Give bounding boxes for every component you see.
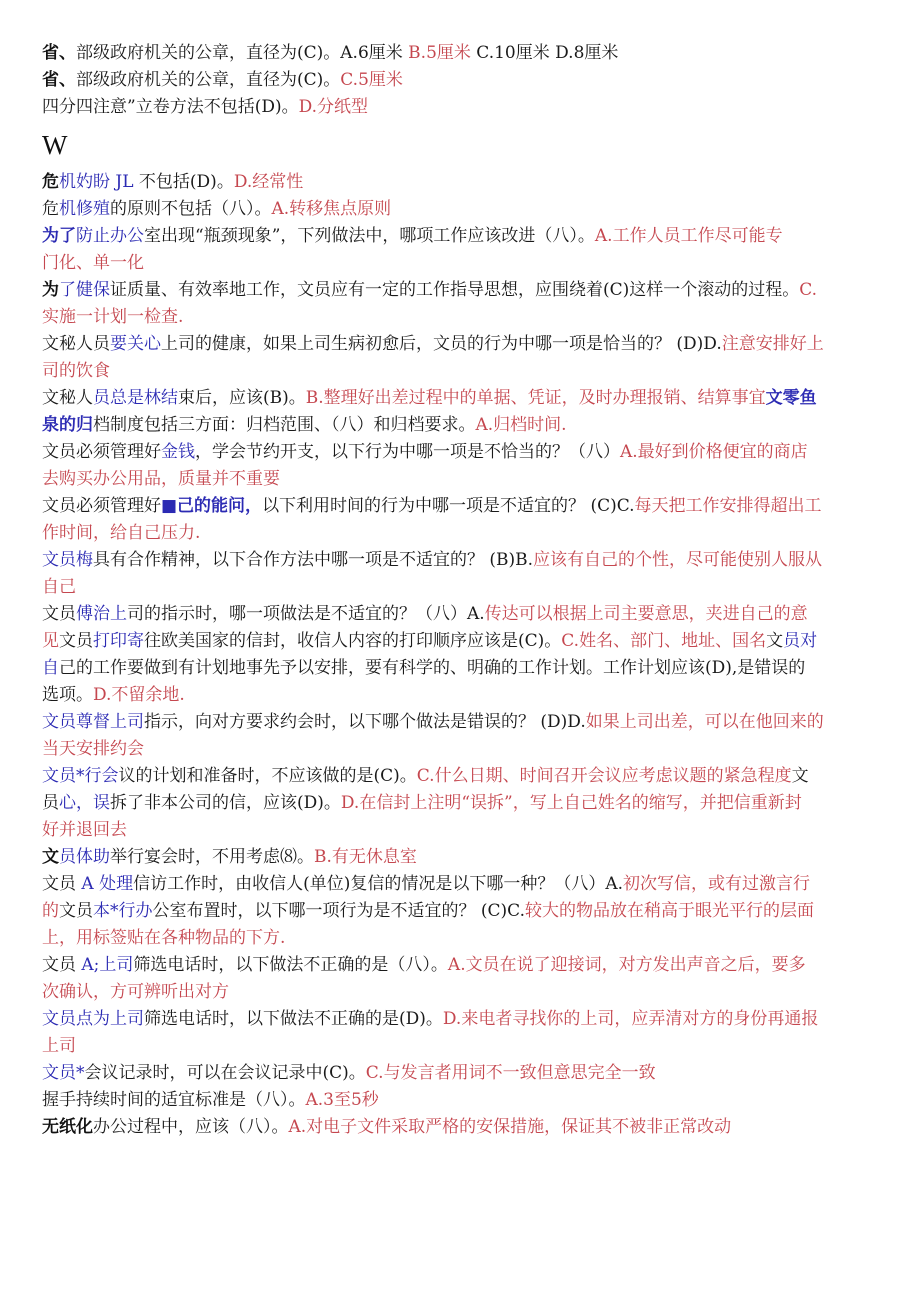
text-line (42, 979, 880, 1006)
answer-text: D.不留余地. (93, 685, 185, 705)
text-segment: 员 (42, 793, 59, 813)
text-line (42, 871, 880, 898)
text-line (42, 925, 880, 952)
document-body (42, 40, 880, 1141)
text-line (42, 67, 880, 94)
text-segment: 文 (42, 847, 59, 867)
answer-text: 如果上司出差，可以在他回来的 (585, 712, 824, 732)
text-segment: 四分四注意”立卷方法不包括(D)。 (42, 97, 299, 117)
text-segment: 无纸化 (42, 1117, 93, 1137)
text-line (42, 250, 880, 277)
answer-text: 司的饮食 (42, 361, 110, 381)
text-line (42, 94, 880, 121)
text-segment: 议的计划和准备时，不应该做的是(C)。 (118, 766, 417, 786)
text-segment: 上司的健康，如果上司生病初愈后，文员的行为中哪一项是恰当的？ (D)D. (161, 334, 722, 354)
text-segment: 的原则不包括（八）。 (110, 199, 272, 219)
text-segment: 文员*行会 (42, 766, 119, 786)
answer-text: 自己 (42, 577, 76, 597)
answer-text: B.整理好出差过程中的单据、凭证，及时办理报销、结算事宜 (305, 388, 766, 408)
text-segment: 文秘人员 (42, 334, 110, 354)
text-segment: ，学会节约开支，以下行为中哪一项是不恰当的？（八） (195, 442, 620, 462)
text-segment: 文员 (42, 874, 82, 894)
text-segment: 金钱 (161, 442, 195, 462)
answer-text: C. (799, 280, 818, 300)
text-segment: 以下利用时间的行为中哪一项是不适宜的？ (C)C. (262, 496, 635, 516)
text-segment: 文员梅 (42, 550, 93, 570)
answer-text: 好并退回去 (42, 820, 127, 840)
text-line (42, 358, 880, 385)
text-segment: C.10厘米 D.8厘米 (470, 43, 619, 63)
text-segment: 办公过程中，应该（八）。 (93, 1117, 289, 1137)
text-segment: 文 (766, 631, 784, 651)
answer-text: 次确认，方可辨听出对方 (42, 982, 229, 1002)
text-segment: 省、 (42, 43, 76, 63)
text-line (42, 466, 880, 493)
text-segment: 危 (42, 199, 59, 219)
text-segment: 公室布置时，以下哪一项行为是不适宜的？ (C)C. (152, 901, 525, 921)
text-line (42, 574, 880, 601)
text-segment: 文员 (42, 604, 76, 624)
answer-text: A.3至5秒 (305, 1090, 379, 1110)
answer-text: 上，用标签贴在各种物品的下方. (42, 928, 286, 948)
answer-text: 当天安排约会 (42, 739, 144, 759)
text-line (42, 520, 880, 547)
text-segment: 为了 (42, 226, 76, 246)
text-segment: 自 (42, 658, 59, 678)
text-segment: 会议记录时，可以在会议记录中(C)。 (84, 1063, 366, 1083)
text-line (42, 277, 880, 304)
text-segment: 筛选电话时，以下做法不正确的是(D)。 (144, 1009, 443, 1029)
answer-text: 实施一计划一检查. (42, 307, 184, 327)
text-line (42, 1033, 880, 1060)
text-line (42, 655, 880, 682)
answer-text: B.有无休息室 (314, 847, 417, 867)
answer-text: B.5厘米 (408, 43, 471, 63)
text-line (42, 736, 880, 763)
text-line (42, 493, 880, 520)
answer-text: 门化、单一化 (42, 253, 144, 273)
text-line (42, 817, 880, 844)
text-segment: 举行宴会时，不用考虑⑻。 (110, 847, 314, 867)
text-segment: 文员尊督上司 (42, 712, 144, 732)
text-segment: 机修殖 (59, 199, 110, 219)
text-segment: 省、 (42, 70, 76, 90)
text-line (42, 682, 880, 709)
text-line (42, 709, 880, 736)
text-segment: ■己的能问， (161, 496, 263, 516)
text-line (42, 223, 880, 250)
answer-text: C.与发言者用词不一致但意思完全一致 (365, 1063, 656, 1083)
answer-text: 应该有自己的个性，尽可能使别人服从 (533, 550, 823, 570)
section-letter: W (42, 130, 68, 160)
text-segment: 拆了非本公司的信，应该(D)。 (110, 793, 341, 813)
text-segment: 己的工作要做到有计划地事先予以安排，要有科学的、明确的工作计划。工作计划应该(D),是错误的 (59, 658, 806, 678)
text-line (42, 1087, 880, 1114)
text-line (42, 412, 880, 439)
text-segment: 指示，向对方要求约会时，以下哪个做法是错误的？ (D)D. (144, 712, 586, 732)
text-line (42, 439, 880, 466)
text-segment: 档制度包括三方面：归档范围、（八）和归档要求。 (93, 415, 476, 435)
text-line (42, 952, 880, 979)
text-line (42, 898, 880, 925)
answer-text: D.经常性 (233, 172, 304, 192)
text-line (42, 331, 880, 358)
text-line (42, 763, 880, 790)
text-segment: 员体助 (59, 847, 110, 867)
text-line (42, 547, 880, 574)
text-segment: 本*行办 (93, 901, 153, 921)
answer-text: A.转移焦点原则 (271, 199, 392, 219)
text-segment: A 处理 (81, 874, 134, 894)
text-segment: A;上司 (81, 955, 134, 975)
text-segment: 室出现“瓶颈现象”，下列做法中，哪项工作应该改进（八）。 (144, 226, 595, 246)
text-line (42, 1006, 880, 1033)
answer-text: 传达可以根据上司主要意思，夹进自己的意 (484, 604, 808, 624)
text-segment: 文员必须管理好 (42, 442, 161, 462)
text-line (42, 40, 880, 67)
answer-text: 上司 (42, 1036, 76, 1056)
text-line (42, 196, 880, 223)
text-segment: 部级政府机关的公章，直径为(C)。 (76, 70, 341, 90)
answer-text: D.来电者寻找你的上司，应弄清对方的身份再通报 (442, 1009, 819, 1029)
text-segment: 机妁盼 JL (59, 172, 134, 192)
text-segment: 傅治上 (76, 604, 127, 624)
text-line (42, 385, 880, 412)
answer-text: A.最好到价格便宜的商店 (620, 442, 808, 462)
text-segment: 具有合作精神，以下合作方法中哪一项是不适宜的？ (B)B. (93, 550, 534, 570)
text-segment: 文员* (42, 1063, 85, 1083)
text-segment: 文员 (59, 901, 93, 921)
text-segment: 证质量、有效率地工作，文员应有一定的工作指导思想，应围绕着(C)这样一个滚动的过程。 (110, 280, 800, 300)
answer-text: 初次写信，或有过激言行 (623, 874, 811, 894)
text-line (42, 1114, 880, 1141)
text-segment: 危 (42, 172, 59, 192)
answer-text: C.什么日期、时间召开会议应考虑议题的紧急程度 (416, 766, 792, 786)
text-segment: 文零鱼 (765, 388, 817, 408)
text-segment: 信访工作时，由收信人(单位)复信的情况是以下哪一种？（八）A. (133, 874, 624, 894)
answer-text: A.归档时间. (475, 415, 567, 435)
text-segment: 握手持续时间的适宜标准是（八）。 (42, 1090, 306, 1110)
text-line (42, 1060, 880, 1087)
text-segment: 司的指示时，哪一项做法是不适宜的？（八）A. (127, 604, 485, 624)
answer-text: 的 (42, 901, 59, 921)
answer-text: D.在信封上注明“误拆”，写上自己姓名的缩写，并把信重新封 (340, 793, 802, 813)
text-segment: 文员必须管理好 (42, 496, 161, 516)
text-segment: 员对 (783, 631, 818, 651)
answer-text: C.姓名、部门、地址、国名 (561, 631, 767, 651)
text-segment: 文秘人 (42, 388, 93, 408)
answer-text: C.5厘米 (340, 70, 403, 90)
text-line (42, 790, 880, 817)
text-segment: 部级政府机关的公章，直径为(C)。A.6厘米 (76, 43, 409, 63)
text-line (42, 844, 880, 871)
text-segment: 文员 (59, 631, 93, 651)
text-segment: 文员点为上司 (42, 1009, 144, 1029)
answer-text: D.分纸型 (298, 97, 369, 117)
answer-text: 见 (42, 631, 59, 651)
text-segment: 筛选电话时，以下做法不正确的是（八）。 (133, 955, 448, 975)
text-segment: 文员 (42, 955, 82, 975)
text-segment: 了健保 (59, 280, 110, 300)
text-segment: 为 (42, 280, 59, 300)
answer-text: A.工作人员工作尽可能专 (594, 226, 783, 246)
answer-text: A.文员在说了迎接词，对方发出声音之后，要多 (447, 955, 806, 975)
text-segment: 泉的归 (42, 415, 93, 435)
answer-text: 每天把工作安排得超出工 (634, 496, 822, 516)
text-segment: 心，误 (59, 793, 110, 813)
answer-text: 注意安排好上 (721, 334, 824, 354)
text-segment: 束后，应该(B)。 (178, 388, 306, 408)
answer-text: 较大的物品放在稍高于眼光平行的层面 (524, 901, 814, 921)
text-segment: 防止办公 (76, 226, 144, 246)
text-segment: 打印寄 (93, 631, 144, 651)
text-segment: 员总是林结 (93, 388, 178, 408)
text-line (42, 601, 880, 628)
answer-text: 作时间，给自己压力. (42, 523, 201, 543)
text-segment: 不包括(D)。 (133, 172, 234, 192)
answer-text: 去购买办公用品，质量并不重要 (42, 469, 280, 489)
text-segment: 要关心 (110, 334, 161, 354)
text-segment: 选项。 (42, 685, 93, 705)
text-line (42, 169, 880, 196)
text-segment: 往欧美国家的信封，收信人内容的打印顺序应该是(C)。 (144, 631, 562, 651)
text-segment: 文 (791, 766, 809, 786)
answer-text: A.对电子文件采取严格的安保措施，保证其不被非正常改动 (288, 1117, 732, 1137)
text-line (42, 628, 880, 655)
text-line (42, 304, 880, 331)
